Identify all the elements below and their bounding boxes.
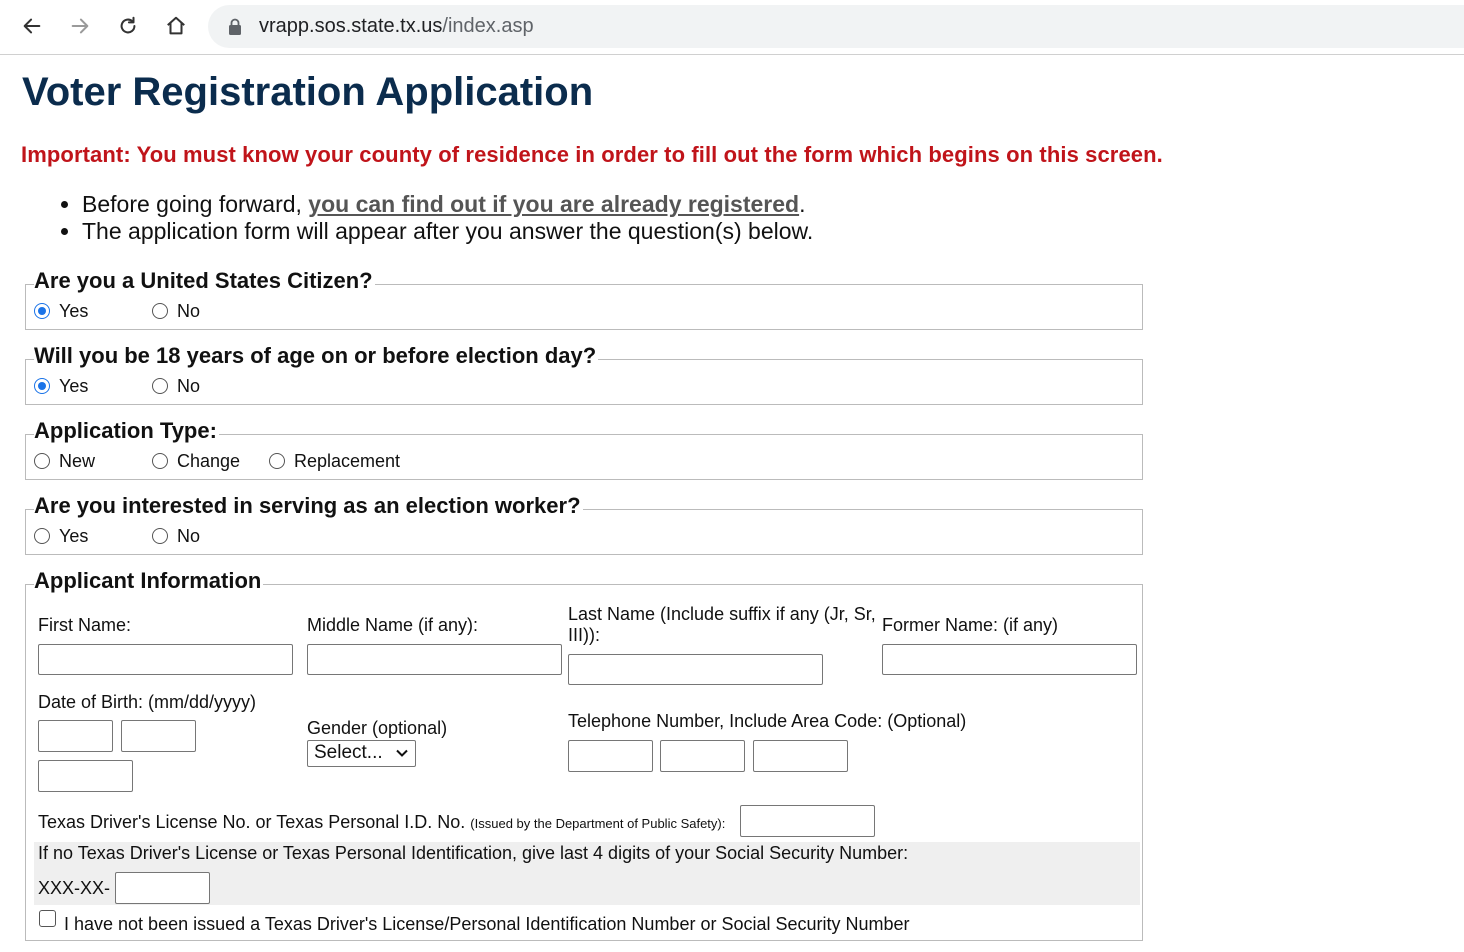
app-type-change-option[interactable]: Change: [152, 450, 269, 472]
arrow-left-icon: [21, 15, 43, 37]
phone-line-input[interactable]: [753, 740, 848, 772]
worker-yes-radio[interactable]: [34, 528, 50, 544]
dl-number-input[interactable]: [740, 805, 875, 837]
election-worker-question: Are you interested in serving as an election worker?: [34, 493, 581, 518]
age-yes-radio[interactable]: [34, 378, 50, 394]
application-type-question: Application Type:: [34, 418, 217, 443]
arrow-right-icon: [69, 15, 91, 37]
middle-name-input[interactable]: [307, 644, 562, 675]
citizen-fieldset: [25, 268, 1143, 330]
first-name-label: First Name:: [38, 615, 132, 635]
dob-day-input[interactable]: [121, 720, 196, 752]
age-yes-option[interactable]: Yes: [34, 375, 152, 397]
home-icon: [165, 15, 187, 37]
citizen-question: Are you a United States Citizen?: [34, 268, 373, 293]
citizen-yes-option[interactable]: Yes: [34, 300, 152, 322]
election-worker-fieldset: [25, 493, 1143, 555]
middle-name-label: Middle Name (if any):: [307, 615, 479, 635]
back-button[interactable]: [15, 9, 49, 43]
app-type-new-option[interactable]: New: [34, 450, 152, 472]
dob-year-input[interactable]: [38, 760, 133, 792]
ssn-last4-input[interactable]: [115, 872, 210, 904]
url-text: vrapp.sos.state.tx.us/index.asp: [259, 15, 534, 37]
worker-yes-option[interactable]: Yes: [34, 525, 152, 547]
reload-icon: [117, 15, 139, 37]
applicant-info-legend: Applicant Information: [34, 568, 262, 593]
ssn-prefix: XXX-XX-: [38, 878, 111, 898]
gender-label: Gender (optional): [307, 718, 448, 738]
worker-no-option[interactable]: No: [152, 525, 200, 547]
ssn-label: If no Texas Driver's License or Texas Personal Identification, give last 4 digits of your Social Security Number:: [38, 843, 909, 863]
dl-label: Texas Driver's License No. or Texas Personal I.D. No. (Issued by the Department of Public Safety):: [38, 812, 726, 832]
citizen-no-radio[interactable]: [152, 303, 168, 319]
reload-button[interactable]: [111, 9, 145, 43]
important-notice: Important: You must know your county of residence in order to fill out the form which begins on this screen.: [21, 142, 1163, 167]
first-name-input[interactable]: [38, 644, 293, 675]
browser-toolbar: [0, 0, 1464, 55]
gender-select[interactable]: Select...: [307, 740, 416, 767]
citizen-no-option[interactable]: No: [152, 300, 200, 322]
home-button[interactable]: [159, 9, 193, 43]
application-type-fieldset: [25, 418, 1143, 480]
address-bar[interactable]: [208, 5, 1464, 48]
dob-month-input[interactable]: [38, 720, 113, 752]
page-title: Voter Registration Application: [22, 70, 594, 114]
list-item: • Before going forward, you can find out if you are already registered.: [82, 191, 813, 218]
citizen-yes-radio[interactable]: [34, 303, 50, 319]
last-name-label: Last Name (Include suffix if any (Jr, Sr, III)):: [568, 604, 876, 645]
no-id-label: I have not been issued a Texas Driver's License/Personal Identification Number or Social Security Number: [64, 914, 910, 934]
former-name-label: Former Name: (if any): [882, 615, 1059, 635]
phone-label: Telephone Number, Include Area Code: (Optional): [568, 711, 967, 731]
already-registered-link[interactable]: you can find out if you are already registered: [308, 191, 800, 217]
app-type-replacement-option[interactable]: Replacement: [269, 450, 400, 472]
last-name-input[interactable]: [568, 654, 823, 685]
phone-prefix-input[interactable]: [660, 740, 745, 772]
former-name-input[interactable]: [882, 644, 1137, 675]
lock-icon: [228, 18, 242, 35]
age-no-option[interactable]: No: [152, 375, 200, 397]
no-id-checkbox[interactable]: [39, 910, 56, 927]
chevron-down-icon: [395, 746, 409, 760]
worker-no-radio[interactable]: [152, 528, 168, 544]
age-no-radio[interactable]: [152, 378, 168, 394]
app-type-change-radio[interactable]: [152, 453, 168, 469]
phone-area-input[interactable]: [568, 740, 653, 772]
age-fieldset: [25, 343, 1143, 405]
dob-label: Date of Birth: (mm/dd/yyyy): [38, 692, 257, 712]
intro-list: [60, 191, 813, 245]
forward-button[interactable]: [63, 9, 97, 43]
app-type-new-radio[interactable]: [34, 453, 50, 469]
age-question: Will you be 18 years of age on or before election day?: [34, 343, 597, 368]
list-item: • The application form will appear after you answer the question(s) below.: [82, 218, 813, 245]
app-type-replacement-radio[interactable]: [269, 453, 285, 469]
applicant-info-fieldset: [25, 568, 1143, 941]
